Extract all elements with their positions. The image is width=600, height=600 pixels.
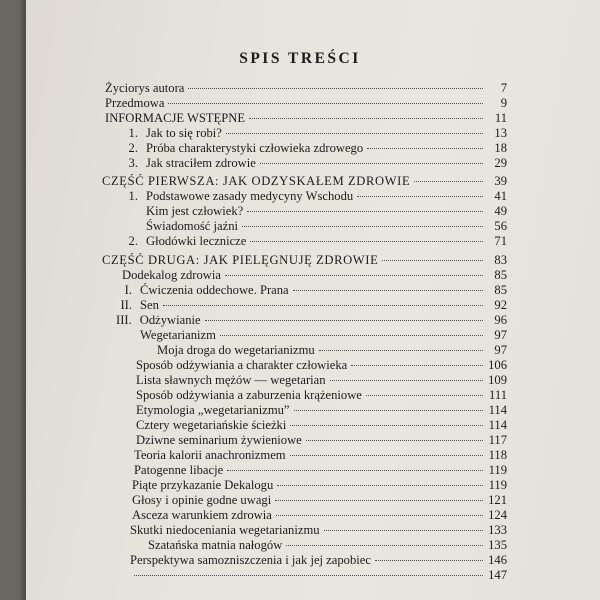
entry-title: Kim jest człowiek? xyxy=(146,204,244,218)
entry-title: Próba charakterystyki człowieka zdrowego xyxy=(146,141,364,155)
page-title: SPIS TREŚCI xyxy=(239,50,361,67)
entry-page: 106 xyxy=(488,358,507,372)
entry-page: 92 xyxy=(494,298,507,312)
entry-page: 85 xyxy=(494,268,507,282)
entry-title: Głodówki lecznicze xyxy=(146,234,247,248)
entry-title: Piąte przykazanie Dekalogu xyxy=(132,478,274,492)
toc-entry xyxy=(124,234,507,249)
entry-page: 118 xyxy=(488,448,507,462)
entry-title: Wegetarianizm xyxy=(140,328,216,342)
entry-page: 121 xyxy=(488,493,507,507)
entry-page: 39 xyxy=(494,174,507,188)
entry-title: Odżywianie xyxy=(139,313,201,327)
leader-dots xyxy=(290,445,483,456)
entry-title: Szatańska matnia nałogów xyxy=(148,538,283,552)
entry-page: 71 xyxy=(494,234,507,248)
leader-dots xyxy=(286,535,483,546)
entry-title: Jak straciłem zdrowie xyxy=(146,156,256,170)
entry-page: 97 xyxy=(494,343,507,357)
entry-title: Życiorys autora xyxy=(105,81,185,95)
entry-page: 97 xyxy=(494,328,507,342)
entry-title: Etymologia „wegetarianizmu” xyxy=(136,403,290,417)
entry-page: 111 xyxy=(489,388,507,402)
entry-title: Cztery wegetariańskie ścieżki xyxy=(136,418,287,432)
leader-dots xyxy=(357,186,483,197)
entry-title: Sposób odżywiania a charakter człowieka xyxy=(136,358,348,372)
entry-page: 147 xyxy=(488,568,507,582)
entry-title: Ćwiczenia oddechowe. Prana xyxy=(140,283,289,297)
entry-title: Sposób odżywiania a zaburzenia krążeniowe xyxy=(136,388,362,402)
entry-number: 3. xyxy=(128,156,138,170)
entry-page: 18 xyxy=(494,141,507,155)
entry-page: 83 xyxy=(494,253,507,267)
entry-page: 41 xyxy=(494,189,507,203)
entry-title: Lista sławnych mężów — wegetarian xyxy=(136,373,326,387)
entry-title: Teoria kalorii anachronizmem xyxy=(134,448,286,462)
leader-dots xyxy=(414,171,483,182)
entry-page: 119 xyxy=(488,478,507,492)
entry-page: 124 xyxy=(488,508,507,522)
entry-title: Patogenne libacje xyxy=(134,463,224,477)
entry-page: 56 xyxy=(494,219,507,233)
entry-number: I. xyxy=(124,283,132,297)
leader-dots xyxy=(247,201,483,212)
leader-dots xyxy=(294,400,483,411)
leader-dots xyxy=(205,310,483,321)
leader-dots xyxy=(324,520,483,531)
leader-dots xyxy=(351,355,483,366)
entry-number: 2. xyxy=(128,234,138,248)
entry-title: INFORMACJE WSTĘPNE xyxy=(105,111,246,125)
entry-title: Głosy i opinie godne uwagi xyxy=(132,493,272,507)
leader-dots xyxy=(163,295,483,306)
entry-title: Przedmowa xyxy=(105,96,165,110)
entry-title: Perspektywa samozniszczenia i jak jej zapobiec xyxy=(130,553,371,567)
entry-title: Dodekalog zdrowia xyxy=(122,268,221,282)
section-title: CZĘŚĆ DRUGA: JAK PIELĘGNUJĘ ZDROWIE xyxy=(102,253,379,267)
entry-page: 49 xyxy=(494,204,507,218)
entry-page: 109 xyxy=(488,373,507,387)
leader-dots xyxy=(366,385,483,396)
leader-dots xyxy=(306,430,483,441)
entry-page: 9 xyxy=(500,96,507,110)
leader-dots xyxy=(319,340,483,351)
leader-dots xyxy=(134,565,483,576)
leader-dots xyxy=(375,550,483,561)
leader-dots xyxy=(220,325,483,336)
leader-dots xyxy=(330,370,483,381)
leader-dots xyxy=(382,250,483,261)
entry-page: 114 xyxy=(488,403,507,417)
leader-dots xyxy=(168,93,483,104)
entry-number: 2. xyxy=(128,141,138,155)
leader-dots xyxy=(225,265,483,276)
section-title: CZĘŚĆ PIERWSZA: JAK ODZYSKAŁEM ZDROWIE xyxy=(102,174,411,188)
entry-page: 85 xyxy=(494,283,507,297)
entry-title: Podstawowe zasady medycyny Wschodu xyxy=(146,189,354,203)
entry-page: 119 xyxy=(488,463,507,477)
leader-dots xyxy=(277,475,483,486)
leader-dots xyxy=(242,216,483,227)
leader-dots xyxy=(367,138,483,149)
entry-number: 1. xyxy=(128,126,138,140)
entry-page: 135 xyxy=(488,538,507,552)
entry-title: Sen xyxy=(140,298,159,312)
entry-title: Dziwne seminarium żywieniowe xyxy=(136,433,302,447)
leader-dots xyxy=(226,123,483,134)
entry-page: 29 xyxy=(494,156,507,170)
leader-dots xyxy=(227,460,483,471)
leader-dots xyxy=(275,490,483,501)
entry-title: Skutki niedoceniania wegetarianizmu xyxy=(130,523,320,537)
entry-title: Jak to się robi? xyxy=(146,126,222,140)
leader-dots xyxy=(276,505,483,516)
leader-dots xyxy=(250,231,483,242)
leader-dots xyxy=(188,78,483,89)
leader-dots xyxy=(260,153,483,164)
entry-number: II. xyxy=(120,298,132,312)
entry-number: 1. xyxy=(128,189,138,203)
leader-dots xyxy=(293,280,483,291)
entry-title: Moja droga do wegetarianizmu xyxy=(157,343,315,357)
entry-title: Świadomość jaźni xyxy=(146,219,238,233)
entry-page: 146 xyxy=(488,553,507,567)
entry-page: 133 xyxy=(488,523,507,537)
entry-page: 117 xyxy=(488,433,507,447)
entry-page: 11 xyxy=(494,111,507,125)
toc-entry xyxy=(130,568,507,583)
entry-page: 7 xyxy=(500,81,507,95)
leader-dots xyxy=(249,108,483,119)
entry-page: 114 xyxy=(488,418,507,432)
entry-number: III. xyxy=(116,313,132,327)
toc-entry xyxy=(124,156,507,171)
leader-dots xyxy=(290,415,483,426)
entry-page: 13 xyxy=(494,126,507,140)
entry-title: Asceza warunkiem zdrowia xyxy=(132,508,272,522)
entry-page: 96 xyxy=(494,313,507,327)
